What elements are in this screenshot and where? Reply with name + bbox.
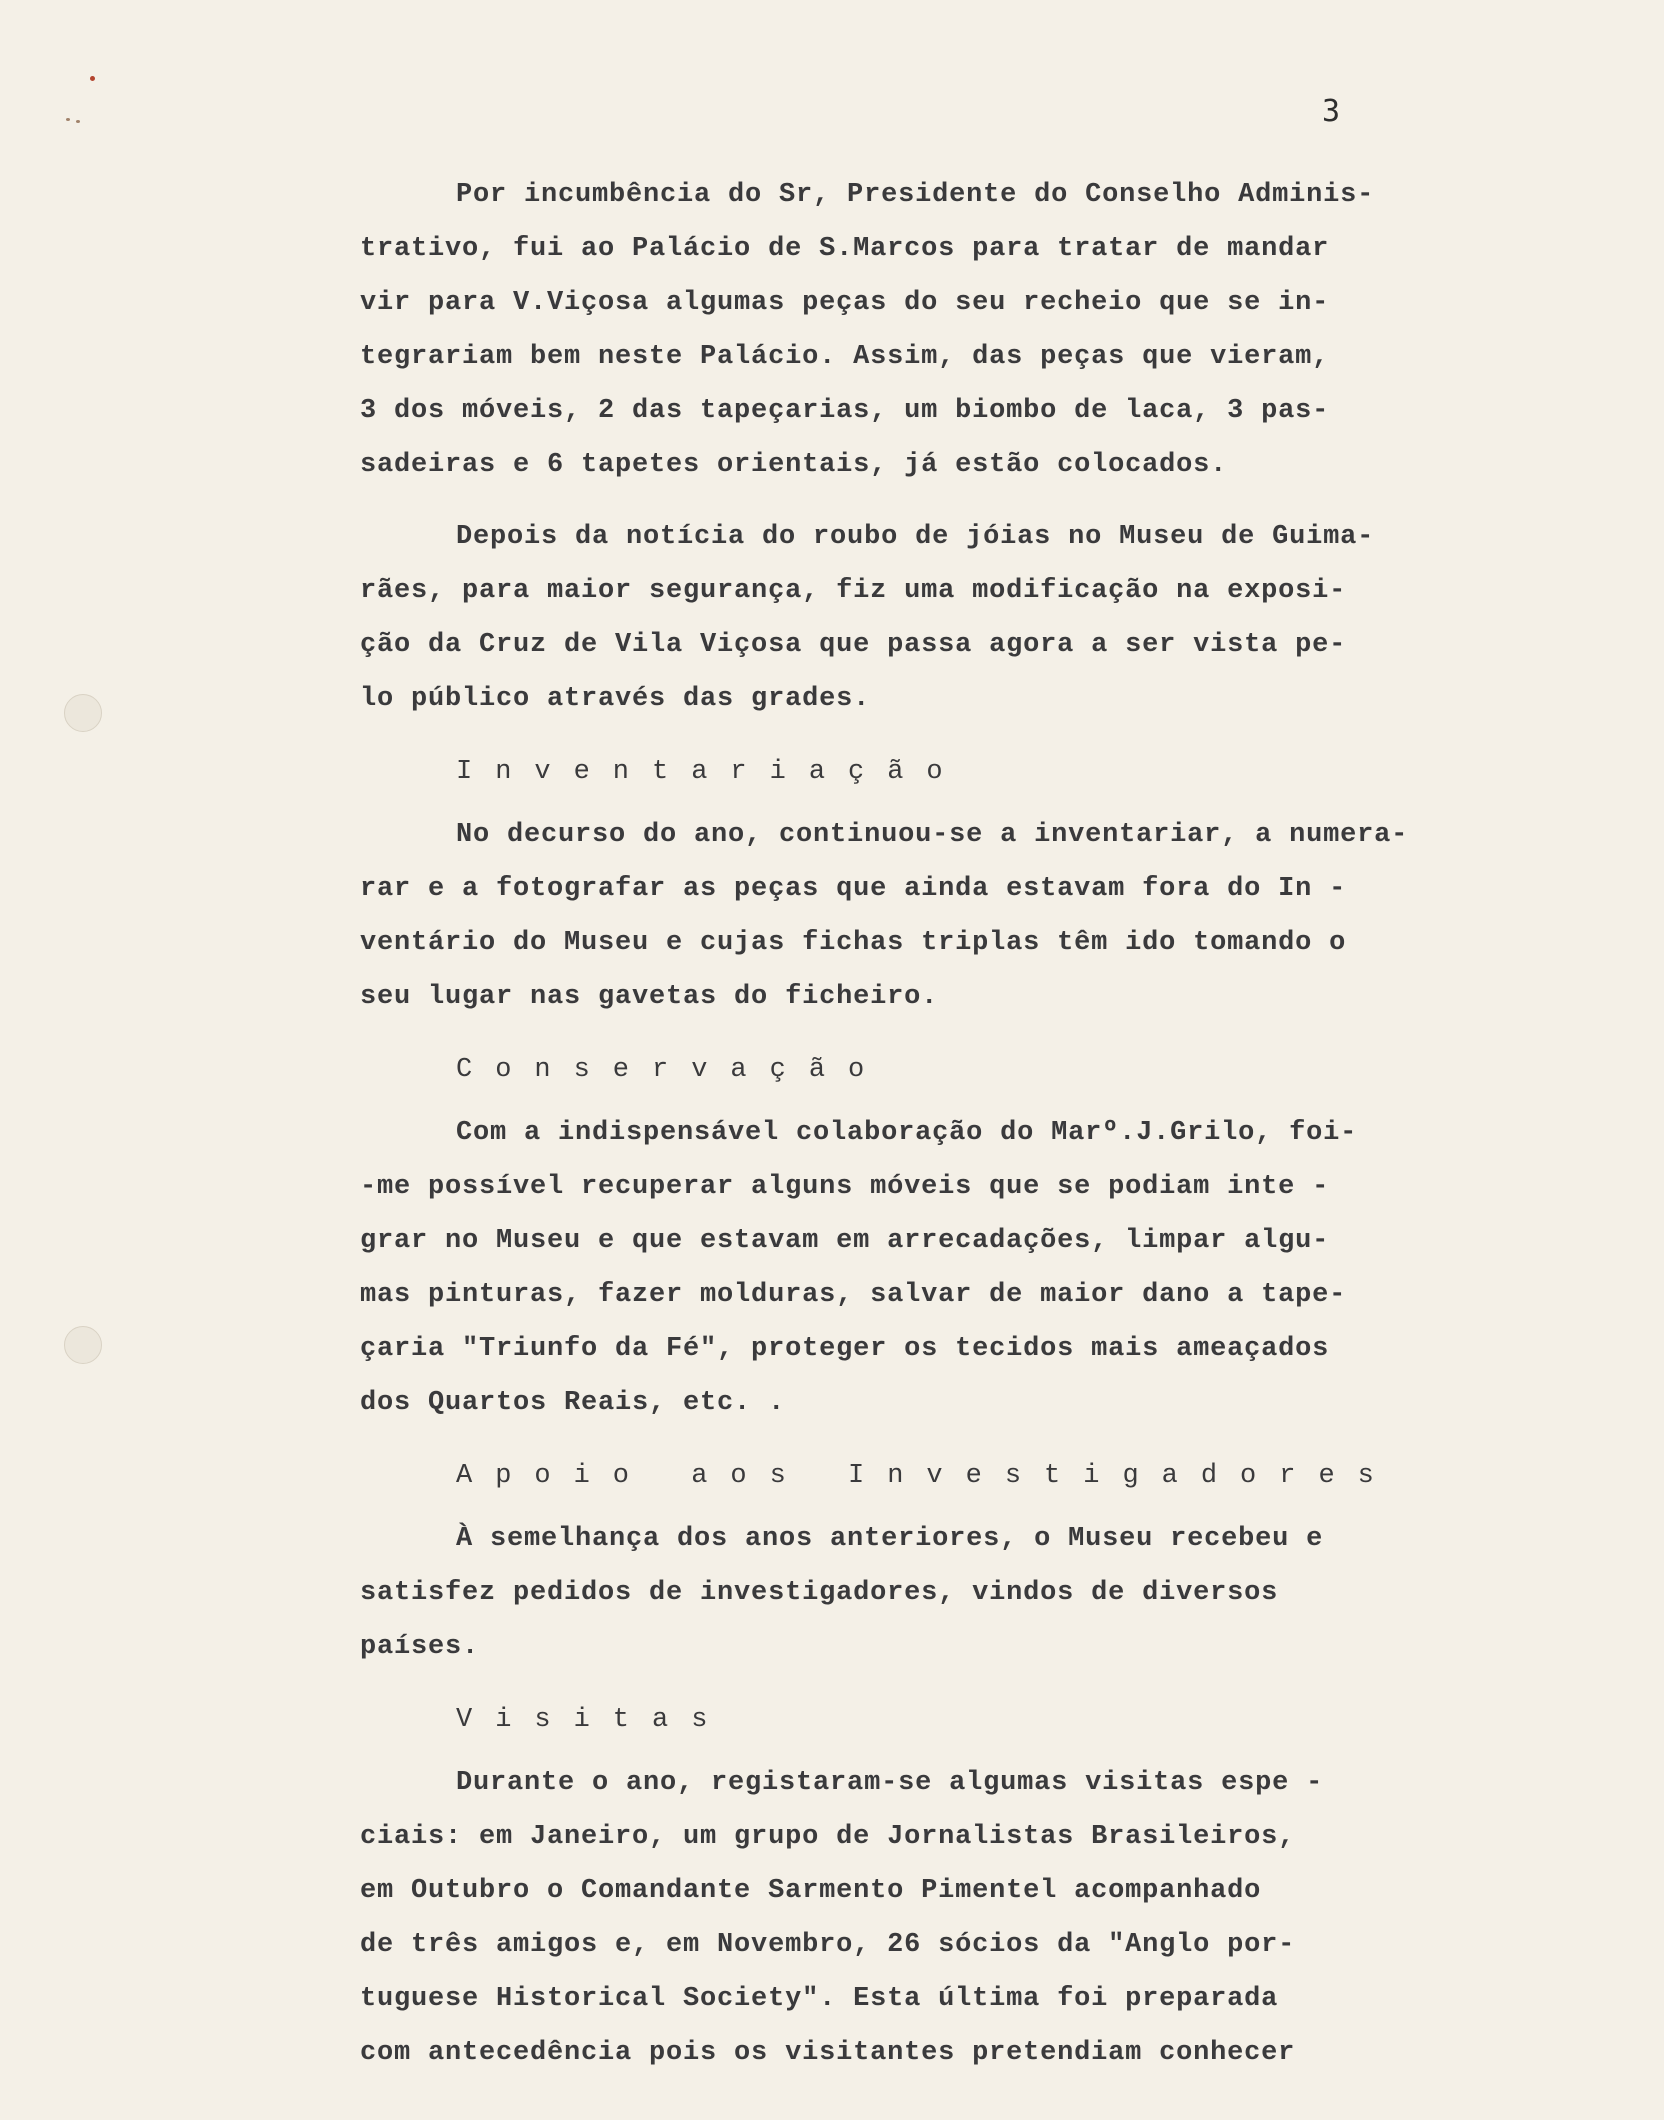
text-line: ventário do Museu e cujas fichas triplas têm ido tomando o	[360, 928, 1347, 958]
text-line: çaria "Triunfo da Fé", proteger os tecidos mais ameaçados	[360, 1334, 1330, 1364]
text-line: trativo, fui ao Palácio de S.Marcos para tratar de mandar	[360, 234, 1330, 264]
text-line: -me possível recuperar alguns móveis que se podiam inte -	[360, 1172, 1330, 1202]
page-number: 3	[1322, 94, 1341, 129]
text-line: ciais: em Janeiro, um grupo de Jornalistas Brasileiros,	[360, 1822, 1296, 1852]
text-line: À semelhança dos anos anteriores, o Museu recebeu e	[456, 1524, 1324, 1554]
text-line: Por incumbência do Sr, Presidente do Conselho Adminis-	[456, 180, 1375, 210]
text-line: de três amigos e, em Novembro, 26 sócios da "Anglo por-	[360, 1930, 1296, 1960]
text-line: sadeiras e 6 tapetes orientais, já estão colocados.	[360, 450, 1228, 480]
typed-text-body	[360, 168, 1600, 2098]
text-line: 3 dos móveis, 2 das tapeçarias, um biombo de laca, 3 pas-	[360, 396, 1330, 426]
section-heading-inventory: Inventariação	[456, 757, 966, 787]
section-heading-conservation: Conservação	[456, 1055, 888, 1085]
text-line: lo público através das grades.	[360, 684, 871, 714]
punch-hole	[64, 1326, 102, 1364]
text-line: Depois da notícia do roubo de jóias no Museu de Guima-	[456, 522, 1375, 552]
text-line: dos Quartos Reais, etc. .	[360, 1388, 786, 1418]
paragraph-visits	[360, 1756, 1600, 2080]
text-line: países.	[360, 1632, 480, 1662]
text-line: mas pinturas, fazer molduras, salvar de maior dano a tape-	[360, 1280, 1347, 1310]
paragraph-security	[360, 510, 1600, 726]
text-line: satisfez pedidos de investigadores, vindos de diversos	[360, 1578, 1279, 1608]
text-line: com antecedência pois os visitantes pretendiam conhecer	[360, 2038, 1296, 2068]
paragraph-palace-pieces	[360, 168, 1600, 492]
text-line: tuguese Historical Society". Esta última foi preparada	[360, 1984, 1279, 2014]
ink-speck	[76, 120, 80, 123]
text-line: grar no Museu e que estavam em arrecadações, limpar algu-	[360, 1226, 1330, 1256]
text-line: rar e a fotografar as peças que ainda estavam fora do In -	[360, 874, 1347, 904]
text-line: vir para V.Viçosa algumas peças do seu recheio que se in-	[360, 288, 1330, 318]
text-line: em Outubro o Comandante Sarmento Pimentel acompanhado	[360, 1876, 1262, 1906]
text-line: seu lugar nas gavetas do ficheiro.	[360, 982, 939, 1012]
text-line: tegrariam bem neste Palácio. Assim, das peças que vieram,	[360, 342, 1330, 372]
text-line: Com a indispensável colaboração do Marº.J.Grilo, foi-	[456, 1118, 1358, 1148]
section-heading-visits: Visitas	[456, 1705, 731, 1735]
paragraph-researchers	[360, 1512, 1600, 1674]
ink-speck	[66, 118, 70, 121]
text-line: ção da Cruz de Vila Viçosa que passa agora a ser vista pe-	[360, 630, 1347, 660]
text-line: No decurso do ano, continuou-se a inventariar, a numera-	[456, 820, 1409, 850]
section-heading-researchers: Apoio aos Investigadores	[456, 1461, 1397, 1491]
paragraph-conservation	[360, 1106, 1600, 1430]
text-line: Durante o ano, registaram-se algumas visitas espe -	[456, 1768, 1324, 1798]
paragraph-inventory	[360, 808, 1600, 1024]
ink-speck	[90, 76, 95, 81]
punch-hole	[64, 694, 102, 732]
text-line: rães, para maior segurança, fiz uma modificação na exposi-	[360, 576, 1347, 606]
